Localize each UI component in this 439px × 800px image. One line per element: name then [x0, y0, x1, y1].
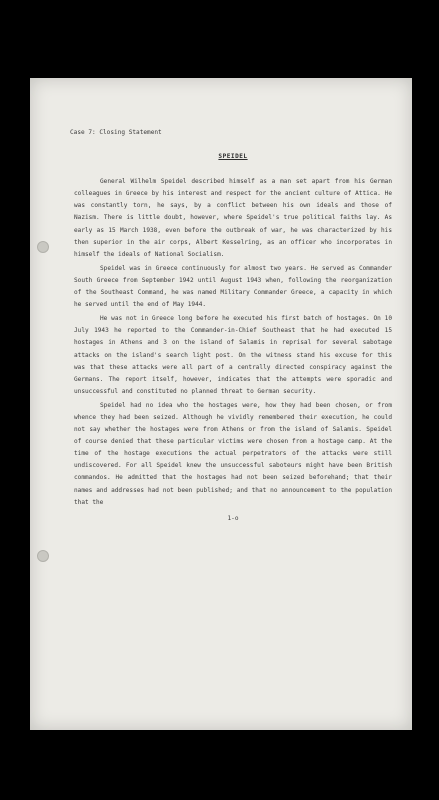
paragraph: He was not in Greece long before he executed his first batch of hostages. On 10 July 1943 he reported to the Commander-in-Chief Southeast that he had executed 15 hostages in Athens and 3 on the island of Salamis in reprisal for several sabotage attacks on the island's search light post. On the witness stand his excuse for this was that these attacks were all part of a centrally directed conspiracy against the Germans. The report itself, however, indicates that the attempts were sporadic and unsuccessful and constituted no planned threat to German security.: [74, 315, 392, 395]
paragraph: Speidel was in Greece continuously for almost two years. He served as Commander South Greece from September 1942 until August 1943 when, following the reorganization of the Southeast Command, he was named Military Commander Greece, a capacity in which he served until the end of May 1944.: [74, 264, 392, 309]
paragraph: General Wilhelm Speidel described himself as a man set apart from his German colleagues in Greece by his interest and respect for the ancient culture of Attica. He was constantly torn, he says, by a conflict between his own ideals and those of Nazism. There is little doubt, however, where Speidel's true political faiths lay. As early as 15 March 1938, even before the outbreak of war, he was characterized by his then superior in the air corps, Albert Kesselring, as an officer who incorporates in himself the ideals of National Socialism.: [74, 178, 392, 258]
punch-hole: [37, 550, 49, 562]
punch-hole: [37, 241, 49, 253]
page-number: 1-o: [227, 514, 239, 522]
section-heading: SPEIDEL: [218, 153, 248, 161]
typed-text-block: [70, 127, 392, 525]
paragraph: Speidel had no idea who the hostages were, how they had been chosen, or from whence they had been seized. Although he vividly remembered their execution, he could not say whether the hostages were from Athens or from the island of Salamis. Speidel of course denied that these particular victims were chosen from a hostage camp. At the time of the hostage executions the actual perpetrators of the attacks were still undiscovered. For all Speidel knew the unsuccessful saboteurs might have been British commandos. He admitted that the hostages had not been seized beforehand; that their names and addresses had not been published; and that no announcement to the population that the: [74, 401, 392, 506]
case-title: Case 7: Closing Statement: [70, 129, 162, 136]
document-page: [30, 78, 412, 730]
